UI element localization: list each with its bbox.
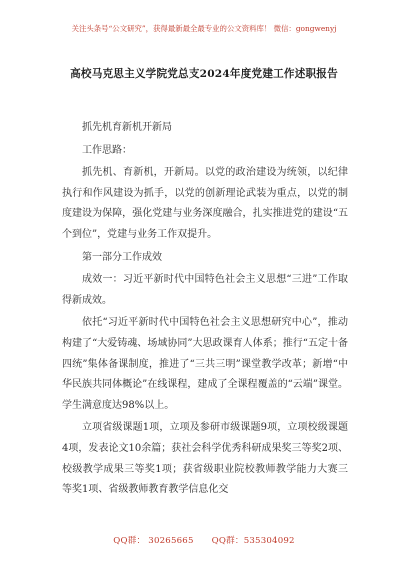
paragraph-achievement-one: 成效一：习近平新时代中国特色社会主义思想“三进”工作取得新成效。	[62, 274, 348, 306]
paragraph-work-approach-label: 工作思路：	[82, 144, 132, 156]
footer-contact	[0, 535, 408, 547]
document-body	[62, 118, 348, 501]
section-heading-part-one: 第一部分工作成效	[82, 251, 162, 263]
document-title: 高校马克思主义学院党总支2024年度党建工作述职报告	[70, 68, 338, 80]
paragraph-slogan: 抓先机育新机开新局	[82, 122, 172, 133]
paragraph-work-approach: 抓先机、育新机，开新局。以党的政治建设为统领，以纪律执行和作风建设为抓手，以党的创新理论武装为重点，以党的制度建设为保障，强化党建与业务深度融合，扎实推进党的建设“五个到位”，党建与业务工作双提升。	[62, 167, 348, 240]
paragraph-projects: 立项省级课题1项，立项及参研市级课题9项，立项校级课题4项，发表论文10余篇；获社会科学优秀科研成果奖三等奖2项、校级教学成果三等奖1项；获省级职业院校教师教学能力大赛三等奖1项、省级教师教育教学信息化交	[62, 422, 348, 496]
header-banner: 关注头条号“公文研究”，获得最新最全最专业的公文资料库！ 微信：gongwenyj	[71, 24, 337, 33]
paragraph-research-center: 依托“习近平新时代中国特色社会主义思想研究中心”，推动构建了“大爱铸魂、场域协同”大思政课育人体系；推行“五定十备四统”集体备课制度，推进了“三共三明”课堂教学改革；新增“中华民族共同体概论”在线课程，建成了全课程覆盖的“云端”课堂。学生满意度达98%以上。	[62, 317, 348, 411]
footer-qq-group-1: QQ群： 30265665	[113, 536, 194, 546]
footer-qq-group-2: QQ群：535304092	[211, 536, 295, 546]
